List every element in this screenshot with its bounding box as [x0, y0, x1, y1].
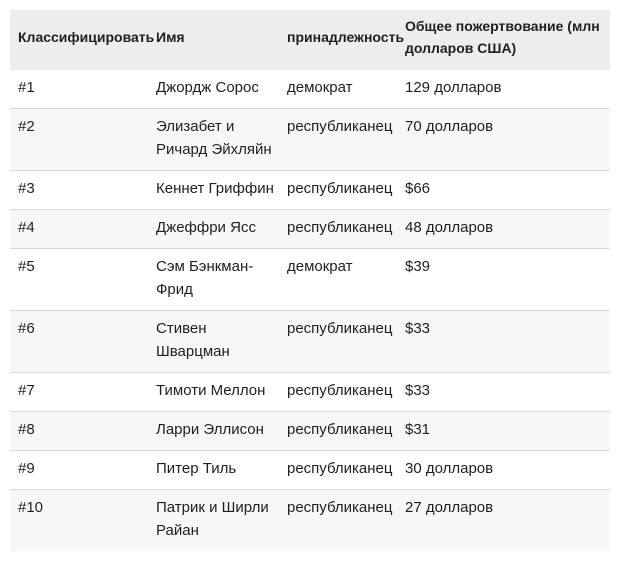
name-cell: Джордж Сорос [156, 79, 259, 96]
name-cell: Стивен Шварцман [156, 320, 230, 360]
table-row [10, 373, 610, 412]
header-donation: Общее пожертвование (млн долларов США) [405, 18, 600, 56]
table-row [10, 210, 610, 249]
donation-cell: 48 долларов [405, 219, 494, 236]
name-cell: Сэм Бэнкман-Фрид [156, 258, 254, 298]
table-row [10, 171, 610, 210]
rank-cell: #7 [18, 382, 35, 399]
affiliation-cell: республиканец [287, 421, 393, 438]
table-row [10, 109, 610, 171]
table-row [10, 412, 610, 451]
table-row [10, 249, 610, 311]
name-cell: Джеффри Ясс [156, 219, 256, 236]
affiliation-cell: республиканец [287, 180, 393, 197]
donation-cell: 27 долларов [405, 499, 494, 516]
name-cell: Патрик и Ширли Райан [156, 499, 269, 539]
rank-cell: #6 [18, 320, 35, 337]
rank-cell: #3 [18, 180, 35, 197]
affiliation-cell: республиканец [287, 118, 393, 135]
header-name: Имя [156, 29, 185, 45]
name-cell: Тимоти Меллон [156, 382, 266, 399]
name-cell: Ларри Эллисон [156, 421, 264, 438]
affiliation-cell: республиканец [287, 499, 393, 516]
donation-cell: 129 долларов [405, 79, 502, 96]
donation-cell: $66 [405, 180, 431, 197]
table-row [10, 70, 610, 109]
rank-cell: #4 [18, 219, 35, 236]
donation-cell: $33 [405, 382, 431, 399]
affiliation-cell: республиканец [287, 320, 393, 337]
rank-cell: #1 [18, 79, 35, 96]
donation-cell: 70 долларов [405, 118, 494, 135]
table-row [10, 451, 610, 490]
name-cell: Элизабет и Ричард Эйхляйн [156, 118, 272, 158]
rank-cell: #5 [18, 258, 35, 275]
name-cell: Кеннет Гриффин [156, 180, 274, 197]
header-rank: Классифицировать [18, 29, 155, 45]
table-row [10, 311, 610, 373]
affiliation-cell: демократ [287, 258, 353, 275]
donation-cell: $33 [405, 320, 431, 337]
affiliation-cell: республиканец [287, 460, 393, 477]
donation-cell: 30 долларов [405, 460, 494, 477]
affiliation-cell: республиканец [287, 219, 393, 236]
rank-cell: #9 [18, 460, 35, 477]
affiliation-cell: демократ [287, 79, 353, 96]
table-row [10, 490, 610, 551]
donation-cell: $39 [405, 258, 431, 275]
affiliation-cell: республиканец [287, 382, 393, 399]
header-affiliation: принадлежность [287, 29, 405, 45]
rank-cell: #8 [18, 421, 35, 438]
table-header-row [10, 10, 610, 70]
rank-cell: #10 [18, 499, 44, 516]
donors-table [10, 10, 610, 551]
rank-cell: #2 [18, 118, 35, 135]
name-cell: Питер Тиль [156, 460, 237, 477]
donation-cell: $31 [405, 421, 431, 438]
